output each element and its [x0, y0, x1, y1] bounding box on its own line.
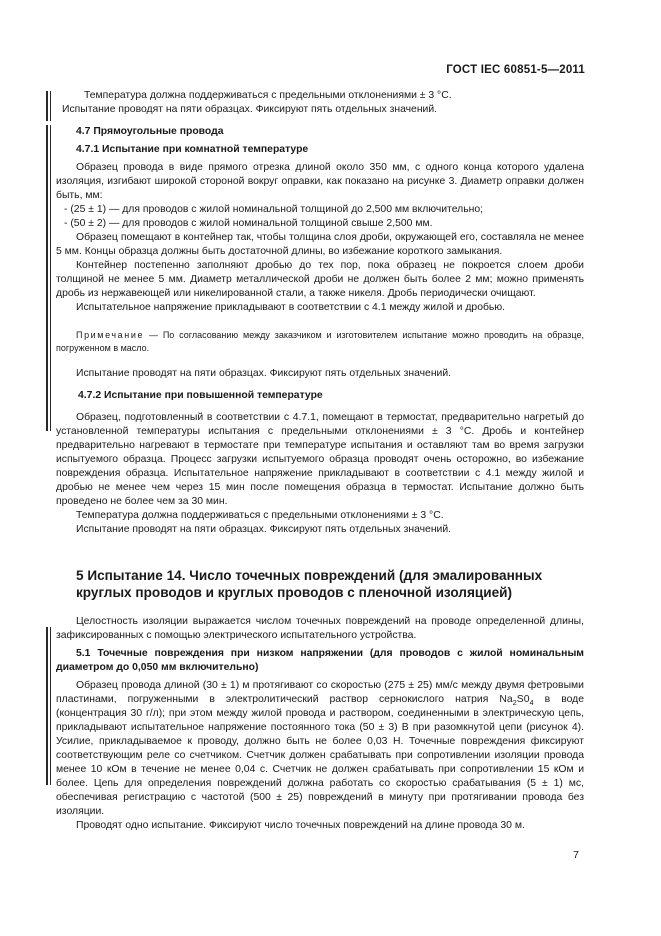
- section-heading: 4.7.2 Испытание при повышенной температуре: [78, 390, 323, 401]
- paragraph: Температура должна поддерживаться с предельными отклонениями ± 3 °С.: [84, 90, 452, 101]
- note-label: Примечание: [76, 330, 145, 340]
- note: [56, 329, 584, 355]
- paragraph-text: Образец провода длиной (30 ± 1) м протягивают со скоростью (275 ± 25) мм/с между двумя фетровыми пластинами, погруженными в электролитический раствор сернокислого натрия Na: [56, 680, 584, 705]
- page-number: 7: [573, 849, 579, 861]
- paragraph-text: в воде (концентрация 30 г/л); при этом между жилой провода и раствором, соединенными в электрическую цепь, прикладывают испытательное напряжение постоянного тока (50 ± 3) В при разомкнутой цепи (рисунок 4). Усилие, прикладываемое к проводу, должно быть не более 0,03 Н. Точечные повреждения фиксируют соответствующим реле со счетчиком. Счетчик должен срабатывать при сопротивлении изоляции провода менее 10 кОм в течение не менее 0,04 с. Счетчик не должен срабатывать при сопротивлении 15 кОм и более. Цепь для определения повреждений должна работать со скоростью срабатывания (5 ± 1) мс, обеспечивая регистрацию с частотой (500 ± 25) повреждений в минуту при протягивании провода без изоляции.: [56, 694, 584, 817]
- paragraph-text: S0: [516, 694, 530, 705]
- paragraph: Испытание проводят на пяти образцах. Фиксируют пять отдельных значений.: [76, 524, 452, 535]
- paragraph: Образец провода в виде прямого отрезка длиной около 350 мм, с одного конца которого удалена изоляция, изгибают широкой стороной вокруг оправки, как показано на рисунке 3. Диаметр оправки должен быть, мм:: [56, 162, 584, 201]
- document-code: ГОСТ IEC 60851-5—2011: [446, 64, 585, 76]
- list-item: - (50 ± 2) — для проводов с жилой номинальной толщиной свыше 2,500 мм.: [64, 218, 433, 229]
- paragraph: [56, 679, 584, 819]
- paragraph: Контейнер постепенно заполняют дробью до тех пор, пока образец не покроется слоем дроби толщиной не менее 5 мм. Диаметр металлической дроби не должен быть более 2 мм; можно применять дробь из нержавеющей или никелированной стали, а также никеля. Дробь периодически очищают.: [56, 260, 584, 299]
- paragraph: Проводят одно испытание. Фиксируют число точечных повреждений на длине провода 30 м.: [76, 820, 525, 831]
- paragraph: Температура должна поддерживаться с предельными отклонениями ± 3 °С.: [76, 510, 444, 521]
- change-bar: [46, 91, 51, 121]
- document-body: [56, 89, 584, 833]
- paragraph: Испытание проводят на пяти образцах. Фиксируют пять отдельных значений.: [76, 368, 452, 379]
- chapter-heading: 5 Испытание 14. Число точечных повреждений (для эмалированных круглых проводов и круглых проводов с пленочной изоляцией): [76, 568, 543, 600]
- change-bar: [46, 125, 51, 431]
- section-heading: 4.7 Прямоугольные провода: [76, 126, 224, 137]
- change-bar: [46, 627, 51, 785]
- paragraph: Испытание проводят на пяти образцах. Фиксируют пять отдельных значений.: [62, 104, 438, 115]
- section-heading: 4.7.1 Испытание при комнатной температуре: [76, 144, 309, 155]
- paragraph: Целостность изоляции выражается числом точечных повреждений на проводе определенной длины, зафиксированных с помощью электрического испытательного устройства.: [56, 616, 584, 641]
- section-heading: 5.1 Точечные повреждения при низком напряжении (для проводов с жилой номинальным диаметром до 0,050 мм включительно): [56, 648, 584, 673]
- subscript: 2: [512, 698, 517, 708]
- subscript: 4: [529, 698, 534, 708]
- note-text: — По согласованию между заказчиком и изготовителем испытание можно проводить на образце, погруженном в масло.: [56, 330, 584, 353]
- list-item: - (25 ± 1) — для проводов с жилой номинальной толщиной до 2,500 мм включительно;: [64, 204, 484, 215]
- paragraph: Образец помещают в контейнер так, чтобы толщина слоя дроби, окружающей его, составляла не менее 5 мм. Концы образца должны быть достаточной длины, во избежание короткого замыкания.: [56, 232, 584, 257]
- paragraph: Образец, подготовленный в соответствии с 4.7.1, помещают в термостат, предварительно нагретый до установленной температуры испытания с предельными отклонениями ± 3 °С. Дробь и контейнер предварительно нагревают в термостате при температуре испытания и оставляют там во время загрузки испытуемого образца. Процесс загрузки испытуемого образца проводят очень осторожно, во избежание повреждения образца. Испытательное напряжение прикладывают в соответствии с 4.1 между жилой и дробью не менее чем через 15 мин после помещения образца в термостат. Испытание должно быть проведено не более чем за 30 мин.: [56, 412, 584, 507]
- paragraph: Испытательное напряжение прикладывают в соответствии с 4.1 между жилой и дробью.: [76, 302, 506, 313]
